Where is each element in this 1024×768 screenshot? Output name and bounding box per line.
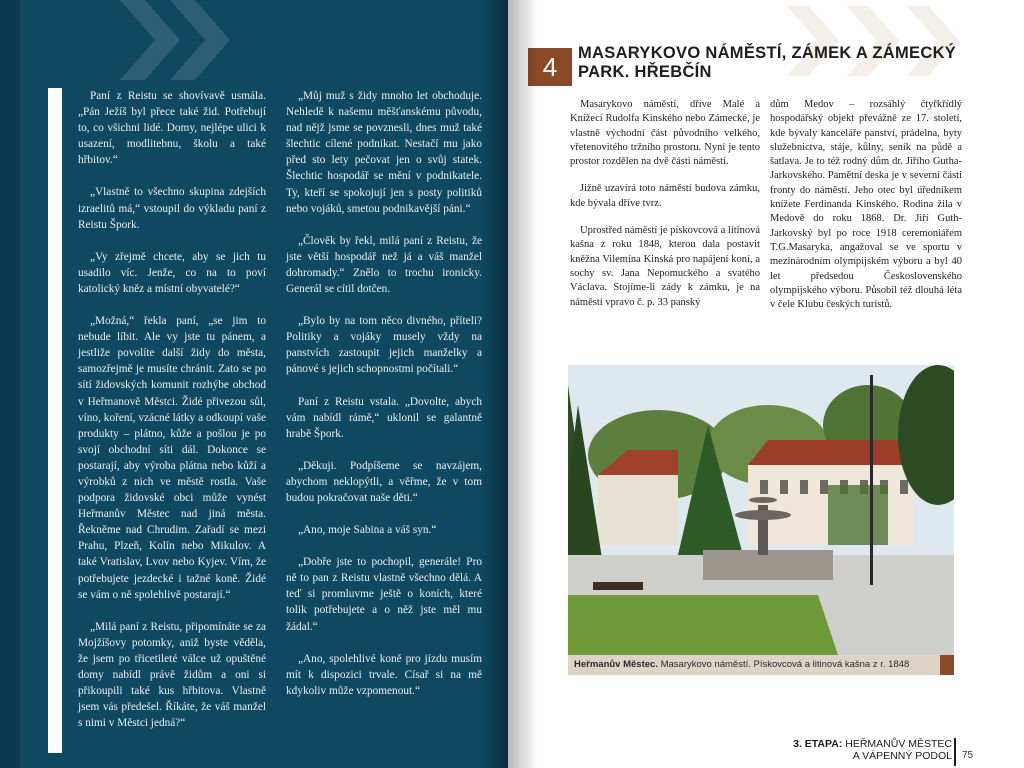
paragraph: Paní z Reistu se shovívavě usmála. „Pán Ježíš byl přece také žid. Potřebují to, co všichni lidé. Domy, nejlépe ulici k usazení, modlitebnu, školu a také hřbitov.“: [78, 90, 266, 167]
paragraph: „Můj muž s židy mnoho let obchoduje. Nehledě k našemu měšťanskému původu, nad nějž jsme se povznesli, dnes muž také šlechtic cílené podnikat. Nestačí mu jako před sto lety pečovat jen o svůj statek. Šlechtic hospodář se mění v podnikatele. Ty, kteří se spokojují jen s posty politiků nebo vojáků, smetou podnikavější páni.“: [286, 90, 482, 215]
footer-stage: 3. ETAPA:: [793, 738, 843, 750]
paragraph: „Ano, moje Sabina a váš syn.“: [298, 524, 437, 537]
gutter-shadow: [482, 0, 508, 768]
gutter-shadow: [508, 0, 538, 768]
footer-route-2: A VÁPENNÝ PODOL: [852, 750, 952, 762]
paragraph: „Ano, spolehlivé koně pro jízdu musím mít k dispozici trvale. Císař si na mě kdykoliv může vzpomenout.“: [286, 652, 482, 697]
paragraph: „Člověk by řekl, milá paní z Reistu, že jste větší hospodář než já a váš manžel dohromady.“ Znělo to trochu ironicky. Generál se cítil dotčen.: [286, 234, 482, 296]
chevron-decoration-icon: [170, 0, 230, 80]
page-edge: [0, 0, 20, 768]
caption-text: Masarykovo náměstí. Pískovcová a litinová kašna z r. 1848: [660, 659, 910, 670]
paragraph: Paní z Reistu vstala. „Dovolte, abych vám nabídl rámě,“ uklonil se galantně hrabě Špork.: [286, 395, 482, 440]
page-number: 75: [962, 750, 974, 761]
paragraph: „Bylo by na tom něco divného, příteli? Politiky a vojáky musely vždy na panstvích zastoupit jejich manželky a pánové s jejich schopnostmi počítali.“: [286, 315, 482, 376]
left-column-1: [78, 88, 266, 747]
right-column-2: [770, 98, 962, 325]
paragraph: Uprostřed náměstí je pískovcová a litinová kašna z roku 1848, kterou dala postavit kněžna Vilemína Kinská pro napájení koní, a sochy sv. Jana Nepomuckého a svatého Václava. Stojíme-li zády k zámku, je na náměstí vpravo č. p. 33 panský: [570, 225, 760, 308]
paragraph: Jižně uzavírá toto náměstí budova zámku, kde bývala dříve tvrz.: [570, 183, 760, 209]
paragraph: dům Medov – rozsáhlý čtyřkřídlý hospodářský objekt převážně ze 17. století, kde bývaly kanceláře panství, prádelna, byty služebnictva, stáje, kůlny, seník na půdě a šatlava. Je to též rodný dům dr. Jiřího Gutha-Jarkovského. Pamětní deska je v severní části fronty do náměstí. Jeho otec byl úředníkem knížete Ferdinanda Kinského. Rodina žila v Medově do roku 1868. Dr. Jiří Guth-Jarkovský byl po roce 1918 ceremoniářem T.G.Masaryka, angažoval se ve sportu v mezinárodním olympijském výboru a byl 40 let předsedou Československého olympijského výboru. Působil též dlouhá léta v čele Klubu českých turistů.: [770, 99, 962, 311]
paragraph: „Vy zřejmě chcete, aby se jich tu usadilo víc. Jenže, co na to poví katolický kněz a místní obyvatelé?“: [78, 250, 266, 295]
paragraph: „Děkuji. Podpíšeme se navzájem, abychom neklopýtli, a věřme, že v tom budou pokračovat naše děti.“: [286, 459, 482, 504]
right-column-1: [570, 98, 760, 323]
section-title: MASARYKOVO NÁMĚSTÍ, ZÁMEK A ZÁMECKÝ PARK. HŘEBČÍN: [578, 44, 957, 81]
footer-route: HEŘMANŮV MĚSTEC: [845, 738, 952, 750]
running-footer: [793, 738, 952, 762]
right-page: [508, 0, 1024, 768]
paragraph: „Možná,“ řekla paní, „se jim to nebude líbit. Ale vy jste tu pánem, a jestliže povolíte další židy do města, samozřejmě je musíte chránit. Zato se po sítí židovských komunit rozhýbe obchod v Heřmanově Městci. Židé přivezou sůl, víno, koření, vzácné látky a odkoupí vaše produkty – plátno, kůže a pošlou je po svojí obchodní síti dál. Dokonce se postarají, aby výroba plátna nebo kůží a výrobků z nich ve městě rostla. Vaše podpora židovské obci může vynést Heřmanův Městec nad jiná města. Řekněme nad Chrudim. Zařadí se mezi Prahu, Plzeň, Kolín nebo Mikulov. A také Vratislav, Lvov nebo Kyjev. Vím, že potřebujete jezdecké i tažné koně. Židé se vám o ně spolehlivě postarají.“: [78, 315, 266, 601]
caption-place: Heřmanův Městec.: [574, 659, 658, 670]
footer-divider: [954, 738, 956, 766]
photo-caption: [568, 655, 940, 675]
left-page: [0, 0, 508, 768]
section-number: 4: [528, 48, 572, 86]
paragraph: „Dobře jste to pochopil, generále! Pro ně to pan z Reistu vlastně všechno dělá. A teď si promluvme ještě o koních, které tolik potřebujete a o něž jste měl mu žádal.“: [286, 556, 482, 633]
paragraph: „Vlastně to všechno skupina zdejších izraelitů má,“ vstoupil do výkladu paní z Reistu Špork.: [78, 186, 266, 231]
paragraph: Masarykovo náměstí, dříve Malé a Knížecí Rudolfa Kinského nebo Zámecké, je vlastně východní část původního velkého, vřetenovitého tržního prostoru. Nyní je tento prostor rozdělen na dvě části náměstí.: [570, 99, 760, 168]
paragraph: „Milá paní z Reistu, připomínáte se za Mojžíšovy potomky, aniž byste věděla, že jsem po třicetileté válce už opuštěné domy nabídl právě židům a oni si přikoupili také kus hřbitova. Vlastně jsem vás předešel. Říkáte, že váš manžel s nimi v Městci jedná?“: [78, 620, 266, 730]
square-fountain-photo: [568, 365, 954, 655]
left-column-2: [286, 88, 482, 715]
margin-bar: [48, 88, 62, 753]
